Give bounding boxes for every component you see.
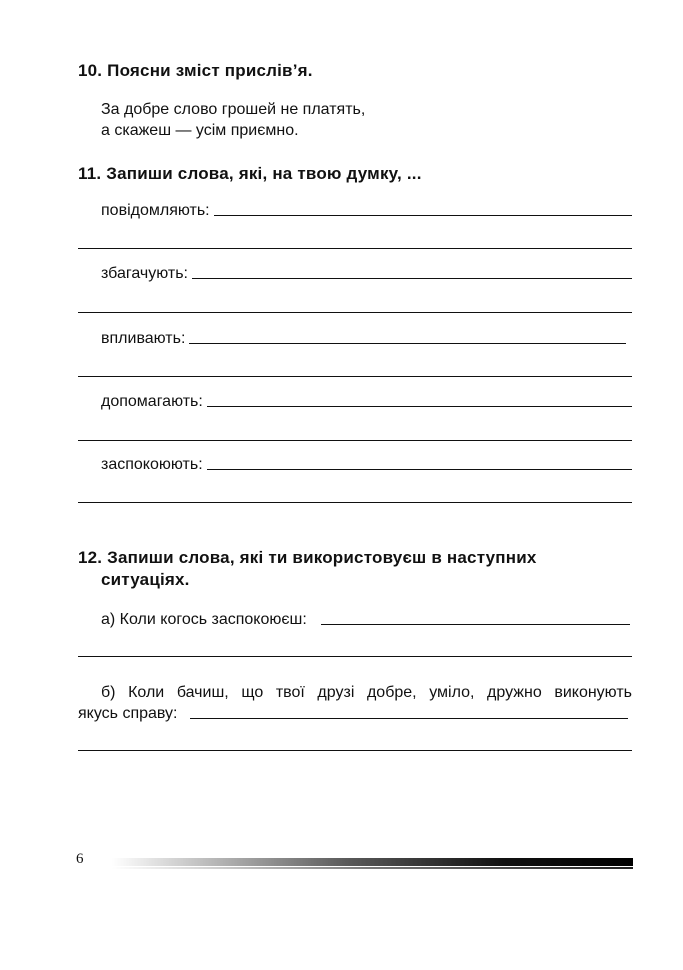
page-number: 6 <box>76 851 84 867</box>
proverb-line-1: За добре слово грошей не платять, <box>101 101 366 118</box>
footer-decorative-underline <box>112 867 633 869</box>
answer-line[interactable] <box>78 440 632 441</box>
task-12-title-line-2: ситуаціях. <box>101 570 190 589</box>
answer-line[interactable] <box>78 248 632 249</box>
task-11-title: 11. Запиши слова, які, на твою думку, ... <box>78 164 422 183</box>
answer-label: якусь справу: <box>78 705 178 722</box>
answer-row-zaspokoiuiut <box>101 456 632 474</box>
answer-label: допомагають: <box>101 393 203 410</box>
answer-label: збагачують: <box>101 265 188 282</box>
answer-row-b <box>78 705 628 723</box>
answer-row-zbahachuiut <box>101 265 632 283</box>
answer-blank[interactable] <box>214 214 632 216</box>
task-12-title-line-1: 12. Запиши слова, які ти використовуєш в наступних <box>78 548 537 567</box>
task-12-b-line-1: б) Коли бачиш, що твої друзі добре, уміло, дружно виконують <box>101 684 632 701</box>
proverb-line-2: а скажеш — усім приємно. <box>101 122 299 139</box>
answer-row-povidomliaiut <box>101 202 632 220</box>
answer-blank[interactable] <box>190 717 629 719</box>
answer-label: впливають: <box>101 330 186 347</box>
answer-line[interactable] <box>78 502 632 503</box>
answer-label: а) Коли когось заспокоюєш: <box>101 611 307 628</box>
answer-row-dopomahaiut <box>101 393 632 411</box>
answer-blank[interactable] <box>207 405 632 407</box>
answer-line[interactable] <box>78 376 632 377</box>
answer-row-a <box>101 611 630 629</box>
answer-blank[interactable] <box>192 277 632 279</box>
footer-decorative-bar <box>112 858 633 866</box>
answer-line[interactable] <box>78 750 632 751</box>
task-10-title: 10. Поясни зміст прислів’я. <box>78 61 313 80</box>
answer-blank[interactable] <box>189 342 626 344</box>
answer-line[interactable] <box>78 312 632 313</box>
answer-blank[interactable] <box>321 623 630 625</box>
answer-blank[interactable] <box>207 468 632 470</box>
answer-label: заспокоюють: <box>101 456 203 473</box>
answer-label: повідомляють: <box>101 202 210 219</box>
answer-line[interactable] <box>78 656 632 657</box>
answer-row-vplyvaiut <box>101 330 626 348</box>
